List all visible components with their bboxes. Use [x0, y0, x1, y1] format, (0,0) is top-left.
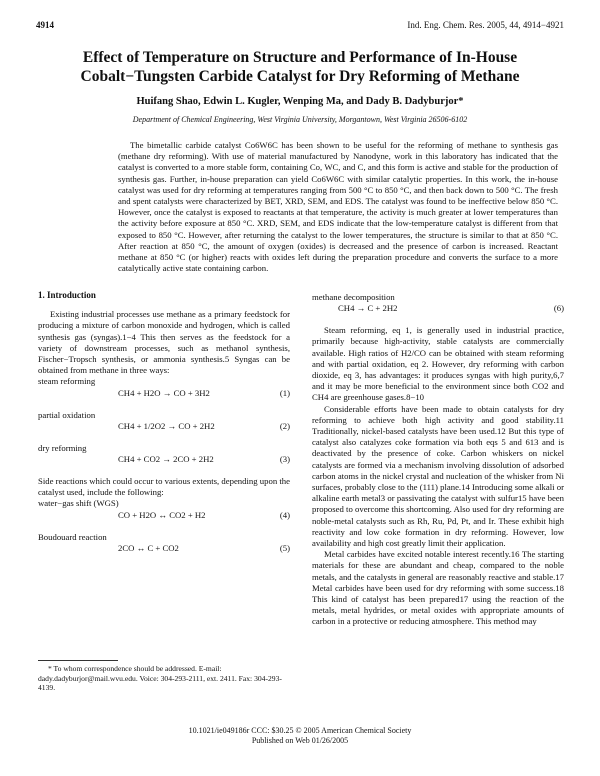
equation-2: [38, 421, 290, 437]
eq2-number: (2): [279, 420, 290, 431]
eq1-number: (1): [279, 387, 290, 398]
doi-copyright: 10.1021/ie049186r CCC: $30.25 © 2005 American Chemical Society: [188, 726, 412, 735]
eq1-label: steam reforming: [38, 376, 96, 387]
publication-date: Published on Web 01/26/2005: [251, 736, 349, 745]
article-title: Effect of Temperature on Structure and Performance of In-House Cobalt−Tungsten Carbide Catalyst for Dry Reforming of Methane: [80, 49, 520, 85]
affiliation: Department of Chemical Engineering, West Virginia University, Morgantown, West Virginia 26506-6102: [132, 115, 468, 124]
eq6-formula: CH4 → C + 2H2: [338, 303, 398, 314]
side-reactions-text: Side reactions which could occur to various extents, depending upon the catalyst used, include the following:: [38, 476, 290, 498]
page-footer: [40, 726, 560, 746]
eq4-label: water−gas shift (WGS): [38, 498, 119, 509]
eq1-formula: CH4 + H2O → CO + 3H2: [118, 387, 210, 398]
footnote-rule: [38, 660, 118, 661]
paragraph-metal-carbides: Metal carbides have excited notable interest recently.16 The starting materials for these are abundant and cheap, compared to the noble metals, and the catalysts in general are reasonably reactive and stable.17 Metal carbides have been used for dry reforming with some success.18 This kind of catalyst has been prepared17 using the reaction of the metals, metal hydrides, or metal oxides with appropriate amounts of carbon in a protective or reducing atmosphere. This method may: [312, 549, 564, 627]
equation-1: [38, 388, 290, 404]
eq5-label: Boudouard reaction: [38, 531, 107, 542]
eq5-number: (5): [279, 542, 290, 553]
paragraph-catalyst-efforts: Considerable efforts have been made to obtain catalysts for dry reforming to achieve both high activity and good stability.11 Traditionally, nickel-based catalysts have been used.12 But this type of catalyst also catalyzes coke formation via both eqs 5 and 613 and is deactivated by the presence of coke. Carbon whiskers on nickel catalysts are formed via a mechanism involving dissolution of adsorbed carbon atoms in the nickel crystal and nucleation of the whisker from Ni surfaces, probably close to the (111) plane.14 Introducing some alkali or alkaline earth metal3 or passivating the catalyst with sulfur15 have been proposed to overcome this shortcoming. Also used for dry reforming are noble-metal catalysts such as Rh, Ru, Pd, Pt, and Ir. These exhibit high reactivity and low coke formation in dry reforming. However, low availability and high cost greatly limit their application.: [312, 403, 564, 549]
eq4-formula: CO + H2O ↔ CO2 + H2: [118, 509, 206, 520]
page-number: 4914: [36, 20, 54, 30]
correspondence-note: * To whom correspondence should be addressed. E-mail: dady.dadyburjor@mail.wvu.edu. Voice: 304-293-2111, ext. 2411. Fax: 304-293-4139.: [38, 664, 282, 693]
footnote: [38, 660, 290, 693]
section-heading: 1. Introduction: [38, 290, 96, 300]
author-list: Huifang Shao, Edwin L. Kugler, Wenping Ma, and Dady B. Dadyburjor*: [136, 96, 464, 107]
left-column: [38, 290, 290, 565]
eq6-number: (6): [553, 303, 564, 314]
eq2-formula: CH4 + 1/2O2 → CO + 2H2: [118, 420, 215, 431]
eq3-formula: CH4 + CO2 → 2CO + 2H2: [118, 454, 214, 465]
eq3-number: (3): [279, 454, 290, 465]
abstract: The bimetallic carbide catalyst Co6W6C has been shown to be useful for the reforming of methane to synthesis gas (methane dry reforming). With use of material manufactured by Nanodyne, work in this laboratory has indicated that the catalyst is converted to a more stable form, containing Co, WC, and C, and this form is active and stable for the production of synthesis gas. Further, in-house preparation can yield Co6W6C with similar catalytic properties. In this work, the in-house catalyst was used for dry reforming at temperatures ranging from 500 °C to 850 °C, and then back down to 500 °C. The fresh and spent catalysts were characterized by BET, XRD, SEM, and EDS. The catalyst was found to be ineffective below 850 °C. However, once the catalyst is exposed to reactants at that temperature, the activity is much greater at lower temperatures than the activity before exposure at 850 °C. XRD, SEM, and EDS indicate that the low-temperature catalyst is different from that exposed to 850 °C. However, after returning the catalyst to the lower temperatures, the structure is similar to that at 850 °C. After reaction at 850 °C, the amount of oxygen (oxides) is decreased and the presence of carbon is increased. Reactant methane at 850 °C (or higher) reacts with oxides left during the preparation procedure and converts the surface to a more catalytically active state containing carbon.: [118, 140, 558, 274]
eq2-label: partial oxidation: [38, 409, 96, 420]
journal-citation: Ind. Eng. Chem. Res. 2005, 44, 4914−4921: [407, 20, 564, 30]
eq6-label: methane decomposition: [312, 292, 395, 302]
eq5-formula: 2CO ↔ C + CO2: [118, 542, 179, 553]
equation-6: [312, 303, 564, 319]
equation-5: [38, 543, 290, 559]
intro-paragraph: Existing industrial processes use methane as a primary feedstock for producing a mixture of carbon monoxide and hydrogen, which is called synthesis gas (syngas).1−4 This then serves as the feedstock for a variety of downstream processes, such as methanol synthesis, Fischer−Tropsch synthesis, or ammonia synthesis.5 Syngas can be obtained from methane in three ways:: [38, 309, 290, 376]
equation-3: [38, 454, 290, 470]
running-header: [36, 20, 564, 34]
eq4-number: (4): [279, 509, 290, 520]
eq3-label: dry reforming: [38, 442, 87, 453]
paragraph-steam-reforming: Steam reforming, eq 1, is generally used in industrial practice, primarily because high-activity, stable catalysts are commercially available. High ratios of H2/CO can be obtained with steam reforming and with partial oxidation, eq 2. However, dry reforming with carbon dioxide, eq 3, has advantages: it produces syngas with high purity,6,7 and it may be more beneficial to the environment since both CO2 and CH4 are greenhouse gases.8−10: [312, 325, 564, 403]
right-column: [312, 292, 564, 628]
equation-4: [38, 510, 290, 526]
